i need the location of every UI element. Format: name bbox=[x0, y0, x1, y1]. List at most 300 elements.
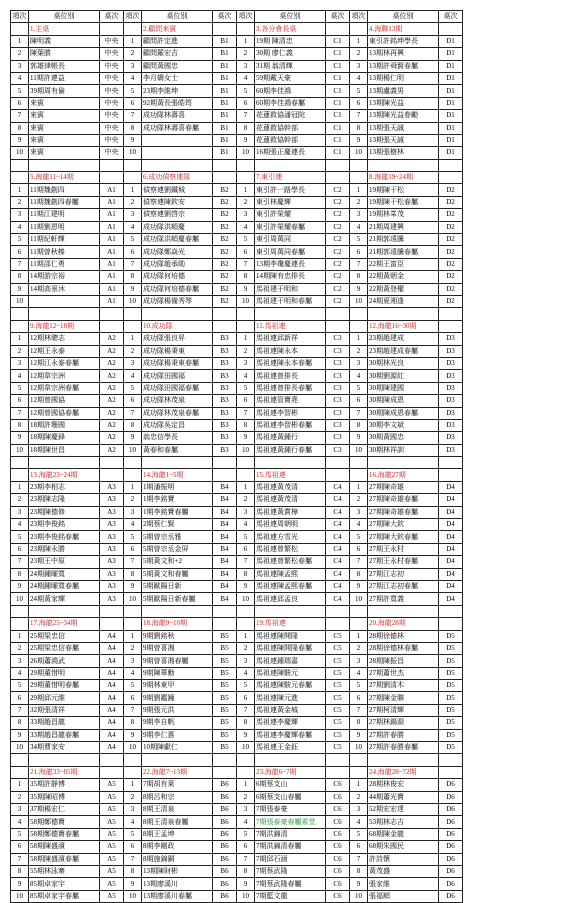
seat-index: 7 bbox=[237, 556, 255, 568]
table-number: A4 bbox=[100, 704, 124, 716]
table-number: D1 bbox=[439, 147, 463, 159]
table-number: B4 bbox=[213, 481, 237, 493]
seat-row bbox=[11, 704, 463, 716]
seat-index: 9 bbox=[124, 432, 142, 444]
table-number: C3 bbox=[326, 382, 350, 394]
seat-index: 9 bbox=[124, 283, 142, 295]
table-number: D4 bbox=[439, 494, 463, 506]
guest-name: 張福順 bbox=[368, 890, 439, 902]
table-number: D2 bbox=[439, 234, 463, 246]
empty-cell bbox=[100, 308, 124, 320]
table-number: B1 bbox=[213, 97, 237, 109]
empty-cell bbox=[439, 605, 463, 617]
seat-index: 6 bbox=[350, 692, 368, 704]
table-number: D1 bbox=[439, 48, 463, 60]
guest-name: 21期郭遠騰春屬 bbox=[368, 246, 439, 258]
seat-index: 9 bbox=[237, 134, 255, 146]
table-number: A2 bbox=[100, 395, 124, 407]
guest-name: 7期邱石涵 bbox=[255, 853, 326, 865]
seat-index: 7 bbox=[124, 407, 142, 419]
seat-index: 2 bbox=[124, 196, 142, 208]
guest-name: 馬祖連李慶輝春屬 bbox=[255, 729, 326, 741]
guest-name: 23期趙建成春屬 bbox=[368, 345, 439, 357]
seat-index: 3 bbox=[124, 60, 142, 72]
seat-index: 5 bbox=[237, 85, 255, 97]
seat-index: 7 bbox=[11, 853, 29, 865]
empty-cell bbox=[100, 605, 124, 617]
guest-name: 2期蔡仁賢 bbox=[142, 519, 213, 531]
guest-name: 8期施錦銅 bbox=[142, 853, 213, 865]
seating-chart-table bbox=[10, 10, 463, 903]
empty-cell bbox=[29, 159, 100, 171]
guest-name: 35期許靜博 bbox=[29, 779, 100, 791]
guest-name bbox=[142, 147, 213, 159]
guest-name: 馬祖連黃茂清 bbox=[255, 481, 326, 493]
guest-name: 18期許珊國 bbox=[29, 419, 100, 431]
table-number: 中央 bbox=[100, 110, 124, 122]
guest-name: 偵察連陳欽安 bbox=[142, 196, 213, 208]
empty-cell bbox=[124, 754, 142, 766]
seat-index: 8 bbox=[237, 122, 255, 134]
seat-index: 10 bbox=[237, 593, 255, 605]
guest-name: 21期周建興 bbox=[368, 221, 439, 233]
seat-index: 8 bbox=[350, 122, 368, 134]
guest-name: 花蓮救協幹部 bbox=[255, 122, 326, 134]
table-number: C5 bbox=[326, 667, 350, 679]
section-title: 13.海龍23~24期 bbox=[29, 469, 100, 481]
table-number: D1 bbox=[439, 72, 463, 84]
seat-index: 3 bbox=[350, 506, 368, 518]
empty-cell bbox=[350, 23, 368, 35]
table-number: A1 bbox=[100, 184, 124, 196]
seat-index: 8 bbox=[11, 271, 29, 283]
table-number: A2 bbox=[100, 370, 124, 382]
seat-index: 8 bbox=[237, 717, 255, 729]
table-number: C1 bbox=[326, 72, 350, 84]
guest-name: 68期朱國民 bbox=[368, 841, 439, 853]
table-number: C6 bbox=[326, 828, 350, 840]
table-number: D3 bbox=[439, 333, 463, 345]
seat-row bbox=[11, 246, 463, 258]
empty-cell bbox=[439, 320, 463, 332]
table-number: B2 bbox=[213, 283, 237, 295]
guest-name: 馬祖連邱孟良 bbox=[255, 593, 326, 605]
spacer-row bbox=[11, 605, 463, 617]
guest-name: 來賓 bbox=[29, 134, 100, 146]
guest-name: 12期王永泰 bbox=[29, 345, 100, 357]
table-number: A3 bbox=[100, 568, 124, 580]
table-number: B5 bbox=[213, 704, 237, 716]
guest-name: 11期魏劍四春屬 bbox=[29, 196, 100, 208]
guest-name: 9期劉鑑鐘 bbox=[142, 692, 213, 704]
empty-cell bbox=[124, 618, 142, 630]
guest-name: 27期柯清輝 bbox=[368, 704, 439, 716]
seat-index: 9 bbox=[11, 432, 29, 444]
section-title: 19.馬祖連 bbox=[255, 618, 326, 630]
seat-row bbox=[11, 196, 463, 208]
table-number: A1 bbox=[100, 271, 124, 283]
guest-name: 14期陳有忠排長 bbox=[255, 271, 326, 283]
seat-row bbox=[11, 122, 463, 134]
seat-index: 5 bbox=[350, 85, 368, 97]
section-title: 24.海龍28~72期 bbox=[368, 766, 439, 778]
table-number: A5 bbox=[100, 878, 124, 890]
guest-name: 27期江志初 bbox=[368, 568, 439, 580]
table-number: B5 bbox=[213, 692, 237, 704]
table-number: D4 bbox=[439, 580, 463, 592]
seat-index: 6 bbox=[11, 692, 29, 704]
guest-name: 29期董惜明春屬 bbox=[29, 680, 100, 692]
seat-row bbox=[11, 494, 463, 506]
table-number: A1 bbox=[100, 234, 124, 246]
table-name-header: 桌位別 bbox=[255, 11, 326, 23]
empty-cell bbox=[237, 754, 255, 766]
seat-index: 9 bbox=[237, 283, 255, 295]
empty-cell bbox=[326, 23, 350, 35]
empty-cell bbox=[100, 172, 124, 184]
empty-cell bbox=[11, 469, 29, 481]
guest-name: 黃春和春屬 bbox=[142, 444, 213, 456]
table-number: C1 bbox=[326, 147, 350, 159]
seat-index: 6 bbox=[237, 246, 255, 258]
table-number: C2 bbox=[326, 209, 350, 221]
guest-name: 陳明義 bbox=[29, 35, 100, 47]
table-number: A2 bbox=[100, 333, 124, 345]
table-number: A2 bbox=[100, 382, 124, 394]
empty-cell bbox=[29, 457, 100, 469]
table-number: B4 bbox=[213, 568, 237, 580]
guest-name: 27期許寬義 bbox=[368, 593, 439, 605]
seat-index: 6 bbox=[350, 543, 368, 555]
table-number: C2 bbox=[326, 258, 350, 270]
guest-name: 李月嬌女士 bbox=[142, 72, 213, 84]
empty-cell bbox=[11, 766, 29, 778]
guest-name: 來賓 bbox=[29, 110, 100, 122]
guest-name: 11期許連益 bbox=[29, 72, 100, 84]
seat-index: 8 bbox=[350, 419, 368, 431]
empty-cell bbox=[350, 469, 368, 481]
guest-name: 8期王孟坤 bbox=[142, 828, 213, 840]
guest-name: 27期許春勝 bbox=[368, 729, 439, 741]
seat-index: 7 bbox=[124, 258, 142, 270]
guest-name: 16期張正慶連長 bbox=[255, 147, 326, 159]
table-number: C4 bbox=[326, 494, 350, 506]
section-title: 22.海龍7~13期 bbox=[142, 766, 213, 778]
seat-index: 6 bbox=[350, 841, 368, 853]
guest-name: 34期曹家安 bbox=[29, 742, 100, 754]
section-title: 17.海龍25~34期 bbox=[29, 618, 100, 630]
table-number: D5 bbox=[439, 642, 463, 654]
guest-name: 53期林志吉 bbox=[368, 816, 439, 828]
seat-index: 8 bbox=[237, 865, 255, 877]
seat-row bbox=[11, 692, 463, 704]
guest-name: 7期藍文龍 bbox=[255, 890, 326, 902]
table-number: D1 bbox=[439, 60, 463, 72]
idx-header: 項次 bbox=[237, 11, 255, 23]
guest-name: 7期洪錦清 bbox=[255, 828, 326, 840]
table-number: D6 bbox=[439, 779, 463, 791]
seat-row bbox=[11, 779, 463, 791]
table-number: D4 bbox=[439, 481, 463, 493]
seat-index: 7 bbox=[11, 110, 29, 122]
guest-name: 9期林東甲 bbox=[142, 680, 213, 692]
guest-name: 5期黃文和春屬 bbox=[142, 568, 213, 580]
seat-index: 9 bbox=[124, 729, 142, 741]
seat-index: 8 bbox=[237, 419, 255, 431]
seat-index: 5 bbox=[350, 680, 368, 692]
guest-name: 13期林再興 bbox=[368, 48, 439, 60]
table-number: C1 bbox=[326, 35, 350, 47]
empty-cell bbox=[326, 308, 350, 320]
empty-cell bbox=[439, 754, 463, 766]
seat-index: 9 bbox=[11, 729, 29, 741]
seat-index: 1 bbox=[124, 35, 142, 47]
seat-index: 10 bbox=[350, 593, 368, 605]
seat-index: 8 bbox=[124, 122, 142, 134]
guest-name: 27期陳奇雄春屬 bbox=[368, 506, 439, 518]
table-number: C4 bbox=[326, 506, 350, 518]
seat-index: 4 bbox=[350, 667, 368, 679]
guest-name: 6期蔡支山 bbox=[255, 779, 326, 791]
guest-name: 85期卓家宇春屬 bbox=[29, 890, 100, 902]
guest-name: 28期徐德林 bbox=[368, 630, 439, 642]
empty-cell bbox=[213, 320, 237, 332]
seat-index: 6 bbox=[124, 692, 142, 704]
seat-index: 6 bbox=[237, 97, 255, 109]
guest-name: 馬祖建干明和 bbox=[255, 283, 326, 295]
guest-name: 59期戴天豪 bbox=[255, 72, 326, 84]
seat-index: 1 bbox=[350, 630, 368, 642]
guest-name: 13期李瓊慶連長 bbox=[255, 258, 326, 270]
guest-name: 馬祖連王金鈺 bbox=[255, 742, 326, 754]
table-number: C1 bbox=[326, 48, 350, 60]
seat-index: 10 bbox=[11, 593, 29, 605]
table-number: C4 bbox=[326, 568, 350, 580]
empty-cell bbox=[350, 159, 368, 171]
seat-row bbox=[11, 890, 463, 902]
guest-name: 郭雄律帳長 bbox=[29, 60, 100, 72]
empty-cell bbox=[237, 766, 255, 778]
guest-name: 23期陳志隆 bbox=[29, 494, 100, 506]
seat-index: 6 bbox=[124, 246, 142, 258]
seat-index: 4 bbox=[11, 370, 29, 382]
empty-cell bbox=[255, 308, 326, 320]
seat-index: 1 bbox=[124, 630, 142, 642]
seat-index: 10 bbox=[11, 444, 29, 456]
table-number: D3 bbox=[439, 382, 463, 394]
seat-index: 5 bbox=[11, 828, 29, 840]
table-number: A5 bbox=[100, 804, 124, 816]
seat-index: 7 bbox=[350, 556, 368, 568]
empty-cell bbox=[237, 23, 255, 35]
empty-cell bbox=[100, 766, 124, 778]
guest-name: 顧問許定進 bbox=[142, 35, 213, 47]
guest-name: 10期陳獻仁 bbox=[142, 742, 213, 754]
guest-name: 24期黃家輝 bbox=[29, 593, 100, 605]
table-number: C3 bbox=[326, 370, 350, 382]
guest-name: 13期許舜賢春屬 bbox=[368, 60, 439, 72]
table-number: B2 bbox=[213, 295, 237, 307]
seat-index: 10 bbox=[11, 147, 29, 159]
seat-index: 10 bbox=[350, 444, 368, 456]
table-number: D2 bbox=[439, 246, 463, 258]
empty-cell bbox=[350, 766, 368, 778]
section-title: 23.海龍6~7期 bbox=[255, 766, 326, 778]
table-number: D2 bbox=[439, 258, 463, 270]
guest-name: 28期陳振昌 bbox=[368, 655, 439, 667]
table-number: B3 bbox=[213, 357, 237, 369]
empty-cell bbox=[237, 320, 255, 332]
empty-cell bbox=[326, 469, 350, 481]
seat-index: 6 bbox=[237, 395, 255, 407]
seat-index: 7 bbox=[11, 556, 29, 568]
seat-index: 4 bbox=[11, 221, 29, 233]
table-number: C3 bbox=[326, 395, 350, 407]
empty-cell bbox=[124, 308, 142, 320]
guest-name: 13期楊仁明 bbox=[368, 72, 439, 84]
seat-index: 6 bbox=[350, 97, 368, 109]
table-number: D3 bbox=[439, 419, 463, 431]
table-number: A4 bbox=[100, 655, 124, 667]
seat-row bbox=[11, 630, 463, 642]
seat-row bbox=[11, 35, 463, 47]
table-number: B3 bbox=[213, 407, 237, 419]
spacer-row bbox=[11, 308, 463, 320]
seat-row bbox=[11, 729, 463, 741]
seat-row bbox=[11, 283, 463, 295]
seat-index: 1 bbox=[11, 333, 29, 345]
seat-index: 2 bbox=[237, 494, 255, 506]
section-title: 9.海龍12~18期 bbox=[29, 320, 100, 332]
guest-name: 23期李維坤 bbox=[142, 85, 213, 97]
seat-index: 1 bbox=[237, 481, 255, 493]
table-number: C1 bbox=[326, 97, 350, 109]
seat-index: 4 bbox=[124, 519, 142, 531]
seat-index: 1 bbox=[124, 333, 142, 345]
section-title: 18.海龍9~10期 bbox=[142, 618, 213, 630]
guest-name: 馬祖連陳開隆春屬 bbox=[255, 642, 326, 654]
empty-cell bbox=[100, 457, 124, 469]
guest-name: 26期蕭鴻武 bbox=[29, 655, 100, 667]
seat-row bbox=[11, 271, 463, 283]
empty-cell bbox=[439, 308, 463, 320]
seat-index: 5 bbox=[11, 382, 29, 394]
table-no-header: 桌次 bbox=[213, 11, 237, 23]
guest-name: 27期陳大欽 bbox=[368, 519, 439, 531]
section-title: 6.成功偵察連隊 bbox=[142, 172, 213, 184]
seat-row bbox=[11, 791, 463, 803]
table-number: B6 bbox=[213, 816, 237, 828]
empty-cell bbox=[326, 457, 350, 469]
table-number: B5 bbox=[213, 630, 237, 642]
table-number: D2 bbox=[439, 184, 463, 196]
guest-name: 30期陳成恩春屬 bbox=[368, 407, 439, 419]
table-number: C2 bbox=[326, 184, 350, 196]
seat-index: 1 bbox=[350, 35, 368, 47]
table-number: A3 bbox=[100, 593, 124, 605]
guest-name: 5期歐陽日新春屬 bbox=[142, 593, 213, 605]
seat-index: 3 bbox=[350, 804, 368, 816]
seat-index: 7 bbox=[237, 258, 255, 270]
seat-index: 8 bbox=[350, 271, 368, 283]
seat-row bbox=[11, 407, 463, 419]
empty-cell bbox=[124, 23, 142, 35]
table-number: B3 bbox=[213, 345, 237, 357]
seat-index: 8 bbox=[124, 419, 142, 431]
table-number: B5 bbox=[213, 717, 237, 729]
seat-index: 4 bbox=[350, 221, 368, 233]
table-number: A1 bbox=[100, 246, 124, 258]
seat-index: 1 bbox=[124, 779, 142, 791]
table-number: D4 bbox=[439, 506, 463, 518]
seat-row bbox=[11, 828, 463, 840]
seat-index: 9 bbox=[237, 729, 255, 741]
guest-name: 馬祖連陳開隆 bbox=[255, 630, 326, 642]
table-number: D6 bbox=[439, 865, 463, 877]
spacer-row bbox=[11, 754, 463, 766]
guest-name: 27期許春勝春屬 bbox=[368, 742, 439, 754]
seat-index: 9 bbox=[11, 283, 29, 295]
table-number: B4 bbox=[213, 494, 237, 506]
section-title-row bbox=[11, 320, 463, 332]
table-number: B4 bbox=[213, 556, 237, 568]
seat-index: 4 bbox=[11, 72, 29, 84]
guest-name: 21期郭遠騰 bbox=[368, 234, 439, 246]
empty-cell bbox=[439, 457, 463, 469]
seat-index: 5 bbox=[350, 531, 368, 543]
guest-name: 馬祖連陳孟熙春屬 bbox=[255, 580, 326, 592]
guest-name: 成功隊楊秉東 bbox=[142, 345, 213, 357]
seat-index: 3 bbox=[237, 357, 255, 369]
empty-cell bbox=[213, 159, 237, 171]
seat-row bbox=[11, 419, 463, 431]
guest-name: 28期林俊宏 bbox=[368, 779, 439, 791]
table-number: B1 bbox=[213, 60, 237, 72]
guest-name: 成功隊何培德春屬 bbox=[142, 283, 213, 295]
guest-name: 來賓 bbox=[29, 122, 100, 134]
seat-index: 3 bbox=[11, 209, 29, 221]
empty-cell bbox=[213, 605, 237, 617]
seat-index: 5 bbox=[124, 234, 142, 246]
seat-index: 9 bbox=[11, 580, 29, 592]
guest-name: 東引許榮耀春屬 bbox=[255, 221, 326, 233]
table-number: D3 bbox=[439, 444, 463, 456]
guest-name: 23期陳永勝 bbox=[29, 543, 100, 555]
guest-name: 11期曾秋榛 bbox=[29, 246, 100, 258]
seat-index: 9 bbox=[350, 283, 368, 295]
guest-name: 馬祖連李智彬 bbox=[255, 407, 326, 419]
table-number: C3 bbox=[326, 432, 350, 444]
seat-index: 6 bbox=[237, 692, 255, 704]
seat-index: 1 bbox=[237, 333, 255, 345]
table-number: D6 bbox=[439, 816, 463, 828]
section-title-row bbox=[11, 766, 463, 778]
seat-index: 4 bbox=[237, 667, 255, 679]
section-title-row bbox=[11, 469, 463, 481]
guest-name: 23期李俊銘 bbox=[29, 519, 100, 531]
table-number: C3 bbox=[326, 345, 350, 357]
table-number: D4 bbox=[439, 543, 463, 555]
seat-index: 5 bbox=[11, 234, 29, 246]
table-number: D6 bbox=[439, 890, 463, 902]
table-number: C5 bbox=[326, 717, 350, 729]
guest-name: 12期江永泰春屬 bbox=[29, 357, 100, 369]
seat-row bbox=[11, 506, 463, 518]
guest-name: 13期廖溪川春屬 bbox=[142, 890, 213, 902]
seat-index: 3 bbox=[11, 804, 29, 816]
empty-cell bbox=[237, 457, 255, 469]
seat-index: 3 bbox=[11, 506, 29, 518]
